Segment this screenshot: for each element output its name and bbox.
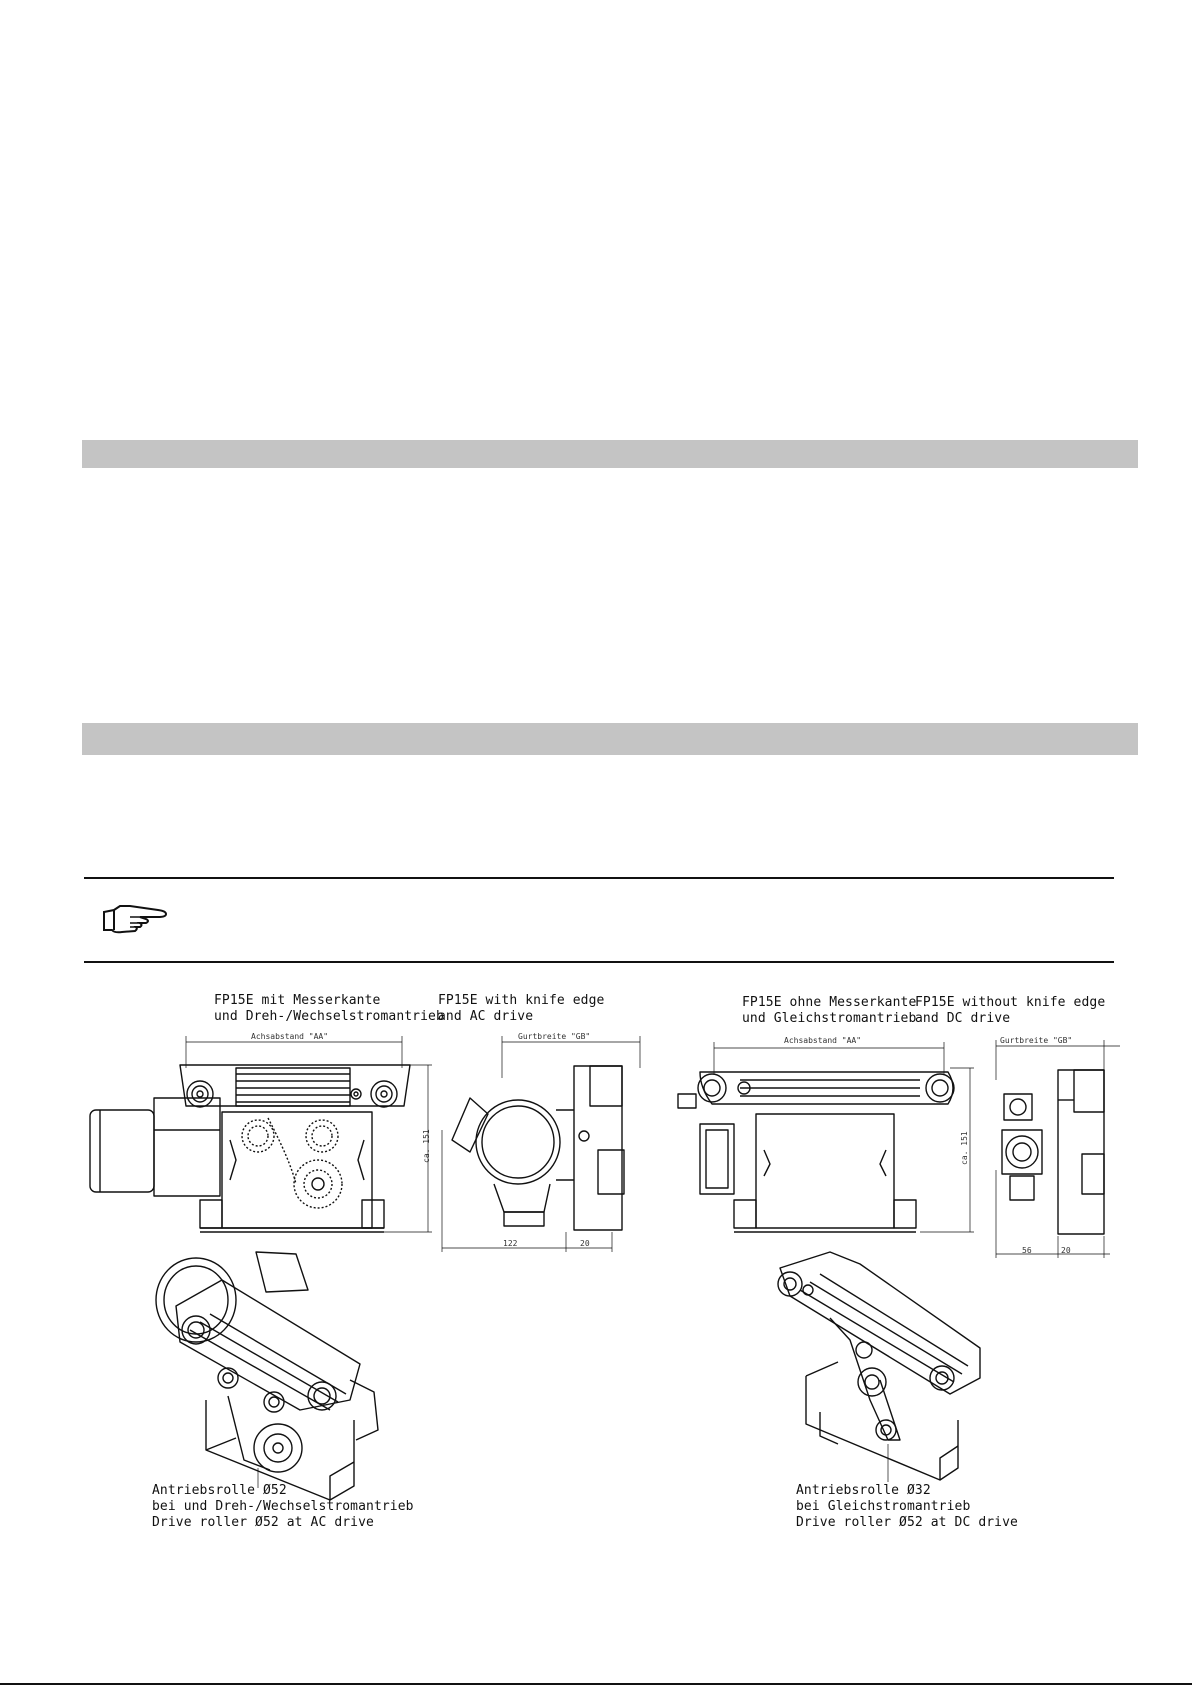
left-dim-20-label: 20	[580, 1239, 590, 1248]
left-dim-122-label: 122	[503, 1239, 518, 1248]
right-dim-gb-label: Gurtbreite "GB"	[1000, 1036, 1073, 1045]
left-dim-gb-label: Gurtbreite "GB"	[518, 1032, 591, 1041]
left-title-de: FP15E mit Messerkante und Dreh-/Wechselstromantrieb	[214, 993, 444, 1024]
right-caption: Antriebsrolle Ø32 bei Gleichstromantrieb Drive roller Ø52 at DC drive	[796, 1483, 1018, 1530]
left-dim-aa-label: Achsabstand "AA"	[251, 1032, 329, 1041]
right-dim-aa-label: Achsabstand "AA"	[784, 1036, 862, 1045]
right-isometric-view	[778, 1252, 980, 1482]
left-front-view	[90, 1036, 432, 1232]
left-title-en: FP15E with knife edge and AC drive	[438, 993, 605, 1024]
right-title-en: FP15E without knife edge and DC drive	[915, 995, 1106, 1026]
left-isometric-view	[156, 1252, 378, 1500]
right-dim-height-label: ca. 151	[960, 1131, 969, 1165]
right-front-view	[678, 1042, 974, 1232]
left-caption: Antriebsrolle Ø52 bei und Dreh-/Wechselstromantrieb Drive roller Ø52 at AC drive	[152, 1483, 414, 1530]
right-dim-56-label: 56	[1022, 1246, 1032, 1255]
right-side-view	[996, 1040, 1120, 1258]
left-dim-height-label: ca. 151	[422, 1129, 431, 1163]
left-side-view	[442, 1036, 640, 1252]
right-dim-20-label: 20	[1061, 1246, 1071, 1255]
right-title-de: FP15E ohne Messerkante und Gleichstromantrieb	[742, 995, 917, 1026]
